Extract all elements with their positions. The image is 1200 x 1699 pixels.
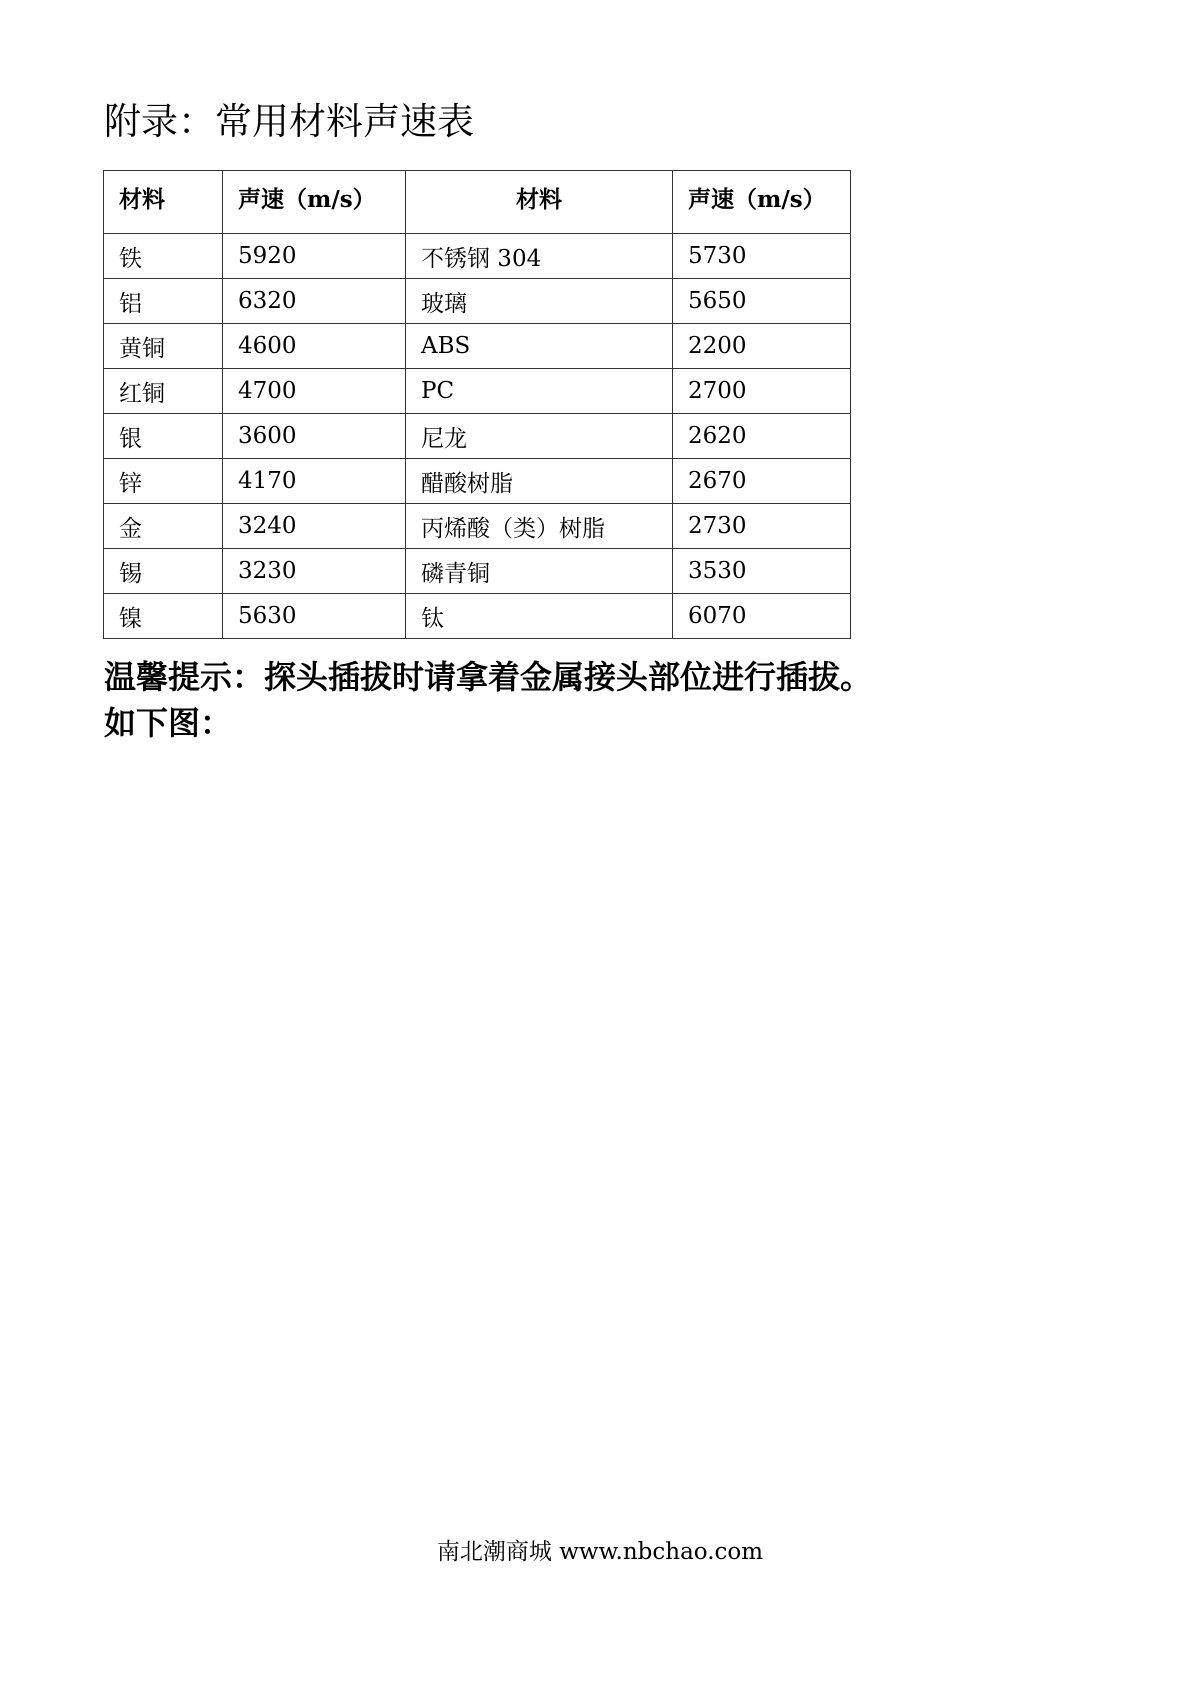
table-cell: 3230 (223, 549, 406, 594)
table-cell: 6070 (673, 594, 851, 639)
table-cell: 醋酸树脂 (406, 459, 673, 504)
table-row (104, 549, 851, 594)
table-cell: 锡 (104, 549, 223, 594)
table-row (104, 459, 851, 504)
table-cell: 5630 (223, 594, 406, 639)
footer-text: 南北潮商城 www.nbchao.com (436, 1539, 764, 1565)
table-cell: 5730 (673, 234, 851, 279)
header-material-2: 材料 (406, 171, 673, 234)
sound-speed-table (103, 170, 851, 639)
table-cell: 钛 (406, 594, 673, 639)
table-cell: 铝 (104, 279, 223, 324)
table-cell: ABS (406, 324, 673, 369)
table-cell: 2700 (673, 369, 851, 414)
table-row (104, 279, 851, 324)
table-cell: 4600 (223, 324, 406, 369)
table-cell: 4700 (223, 369, 406, 414)
header-speed-2: 声速（m/s） (673, 171, 851, 234)
tip-note (104, 654, 872, 746)
table-cell: 丙烯酸（类）树脂 (406, 504, 673, 549)
page-title: 附录：常用材料声速表 (104, 100, 474, 143)
table-cell: 2200 (673, 324, 851, 369)
table-cell: 6320 (223, 279, 406, 324)
table-cell: 镍 (104, 594, 223, 639)
table-row (104, 594, 851, 639)
tip-line-1: 温馨提示：探头插拔时请拿着金属接头部位进行插拔。 (104, 658, 873, 696)
table-cell: 磷青铜 (406, 549, 673, 594)
table-cell: 5920 (223, 234, 406, 279)
header-material-1: 材料 (104, 171, 223, 234)
table-cell: 3600 (223, 414, 406, 459)
header-speed-1: 声速（m/s） (223, 171, 406, 234)
table-row (104, 324, 851, 369)
table-cell: 2730 (673, 504, 851, 549)
table-cell: 2670 (673, 459, 851, 504)
table-cell: 铁 (104, 234, 223, 279)
table-cell: 玻璃 (406, 279, 673, 324)
table-cell: 红铜 (104, 369, 223, 414)
tip-line-2: 如下图： (104, 704, 233, 742)
table-cell: 3240 (223, 504, 406, 549)
table-body (104, 234, 851, 639)
table-cell: PC (406, 369, 673, 414)
table-cell: 金 (104, 504, 223, 549)
table-row (104, 234, 851, 279)
table-cell: 尼龙 (406, 414, 673, 459)
table-cell: 银 (104, 414, 223, 459)
table-header-row (104, 171, 851, 234)
table-cell: 黄铜 (104, 324, 223, 369)
table-row (104, 369, 851, 414)
table-cell: 5650 (673, 279, 851, 324)
table-row (104, 504, 851, 549)
table-cell: 2620 (673, 414, 851, 459)
table-cell: 4170 (223, 459, 406, 504)
table-cell: 锌 (104, 459, 223, 504)
table-cell: 3530 (673, 549, 851, 594)
table-row (104, 414, 851, 459)
table-cell: 不锈钢 304 (406, 234, 673, 279)
